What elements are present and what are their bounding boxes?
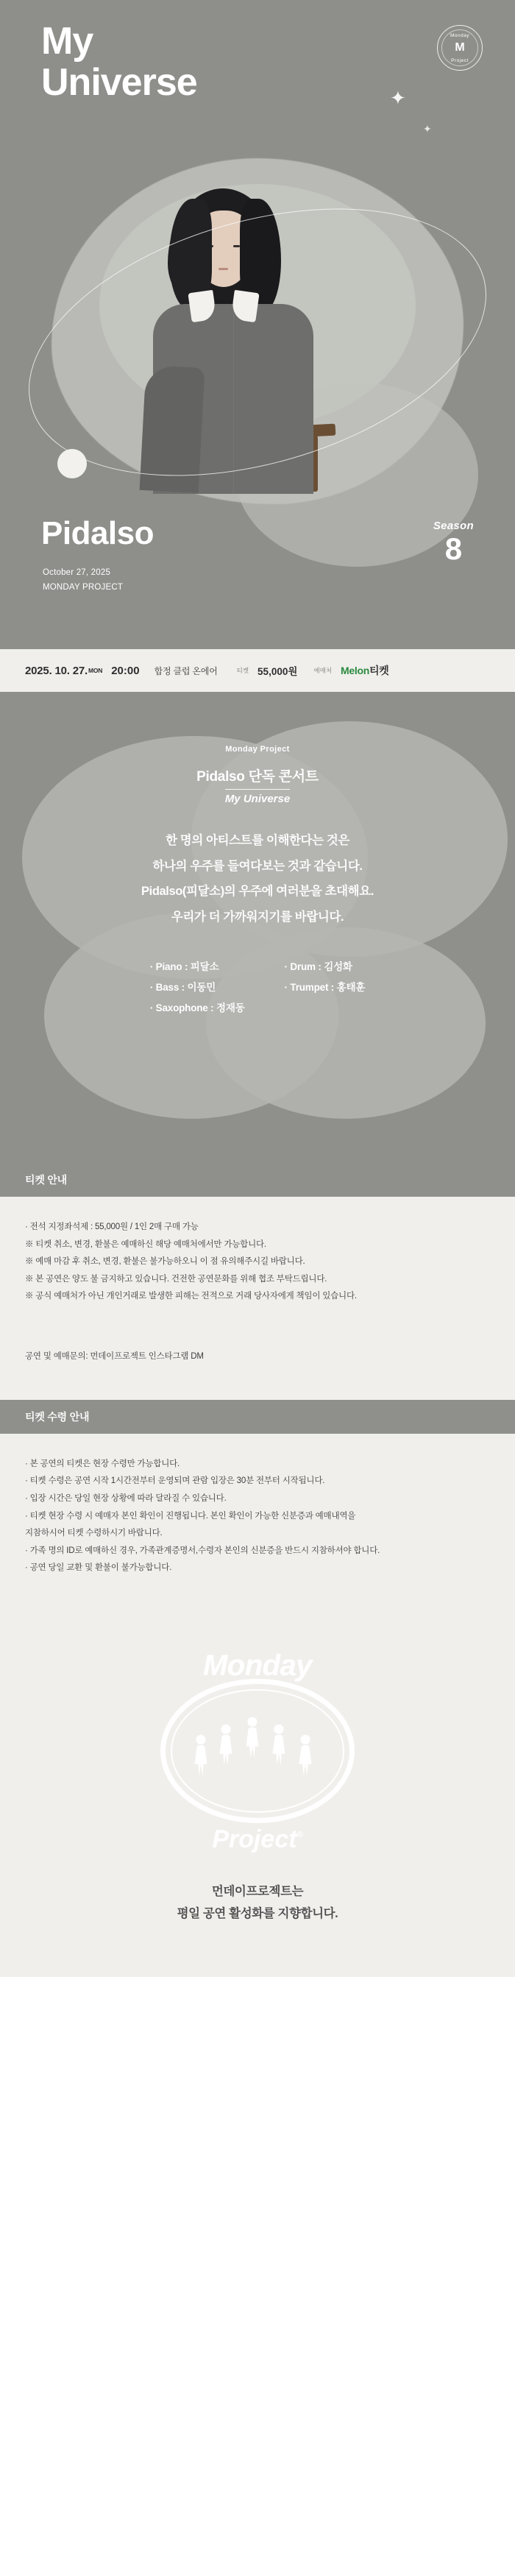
ticket-info-heading: 티켓 안내 — [0, 1163, 515, 1197]
ticket-info-line: ※ 본 공연은 양도 불 금지하고 있습니다. 건전한 공연문화를 위해 협조 부탁드립니다. — [25, 1274, 327, 1284]
person-head — [196, 1735, 206, 1744]
orbit-planet — [57, 449, 87, 478]
receive-info-line: 지참하시어 티켓 수령하시기 바랍니다. — [25, 1529, 163, 1538]
vendor-name-kr: 티켓 — [369, 665, 389, 676]
price-label: 티켓 — [236, 667, 249, 674]
season-label: Season — [433, 520, 474, 532]
person-body — [195, 1745, 207, 1776]
sparkle-icon: ✦ — [390, 87, 406, 109]
event-date-text: 2025. 10. 27. — [25, 664, 88, 677]
page-title — [41, 21, 197, 103]
footer-tagline-line2: 평일 공연 활성화를 지향합니다. — [177, 1907, 338, 1921]
event-date-weekday: MON — [88, 666, 103, 674]
stamp-monogram: M — [455, 41, 465, 54]
hero-section — [0, 0, 515, 692]
ticket-info-line: ※ 공식 예매처가 아닌 개인거래로 발생한 피해는 전적으로 거래 당사자에게 책임이 있습니다. — [25, 1292, 357, 1301]
person-head — [301, 1735, 310, 1744]
season-number: 8 — [444, 531, 463, 566]
lineup-item: · Bass : 이동민 — [149, 981, 216, 993]
receive-info-line: · 티켓 현장 수령 시 예매자 본인 확인이 진행됩니다. 본인 확인이 가능한 신분증과 예매내역을 — [25, 1511, 356, 1521]
monday-project-stamp-logo — [437, 25, 483, 71]
person-figure — [244, 1717, 260, 1758]
person-body — [220, 1735, 232, 1766]
hero-date-line2: MONDAY PROJECT — [43, 583, 124, 592]
lineup-item: · Piano : 피달소 — [149, 960, 219, 972]
page-title-line2: Universe — [41, 61, 197, 105]
contact-info: 공연 및 예매문의: 먼데이프로젝트 인스타그램 DM — [25, 1351, 204, 1361]
artist-illustration — [110, 183, 353, 492]
lineup-item: · Saxophone : 정재동 — [149, 1002, 245, 1014]
mouth — [219, 268, 228, 270]
person-figure — [271, 1724, 287, 1766]
artist-name: Pidalso — [41, 515, 154, 551]
concert-subtitle: My Universe — [225, 789, 290, 805]
ticket-info-line: ※ 티켓 취소, 변경, 환불은 예매하신 해당 예매처에서만 가능합니다. — [25, 1239, 266, 1249]
receive-info-line: · 본 공연의 티켓은 현장 수령만 가능합니다. — [25, 1459, 180, 1468]
person-figure — [193, 1735, 209, 1776]
person-head — [274, 1724, 284, 1734]
event-info-bar — [0, 649, 515, 692]
registered-mark-icon: ® — [296, 1830, 303, 1839]
vendor-name[interactable] — [341, 663, 388, 678]
person-head — [248, 1717, 258, 1727]
description-body — [0, 828, 515, 930]
person-head — [221, 1724, 231, 1734]
brand-name: Monday Project — [225, 745, 290, 754]
arm — [140, 365, 205, 493]
lineup-item: · Trumpet : 홍태훈 — [284, 981, 366, 993]
lineup-list — [0, 957, 515, 1019]
lineup-column-right — [285, 957, 366, 1019]
receive-info-body — [0, 1434, 515, 1582]
receive-info-line: · 가족 명의 ID로 예매하신 경우, 가족관계증명서,수령자 본인의 신분증을 반드시 지참하셔야 합니다. — [25, 1546, 380, 1555]
event-date — [25, 665, 102, 677]
description-content — [0, 692, 515, 1019]
monday-project-logo — [147, 1641, 368, 1861]
ticket-info-section — [0, 1163, 515, 1611]
description-line: 하나의 우주를 들여다보는 것과 같습니다. — [152, 859, 363, 873]
description-line: Pidalso(피달소)의 우주에 여러분을 초대해요. — [141, 885, 374, 899]
ticket-info-line: ※ 예매 마감 후 취소, 변경, 환불은 불가능하오니 이 점 유의해주시길 바랍니다. — [25, 1257, 305, 1267]
logo-bottom-label: Project — [212, 1825, 297, 1853]
footer-tagline — [0, 1880, 515, 1925]
artist-photo — [110, 183, 353, 492]
person-figure — [218, 1724, 234, 1766]
stamp-bottom-label: Project — [451, 58, 469, 63]
receive-info-line: · 공연 당일 교환 및 환불이 불가능합니다. — [25, 1563, 172, 1573]
hero-date-block — [43, 565, 123, 595]
person-body — [273, 1735, 285, 1766]
event-venue: 합정 클럽 온에어 — [154, 665, 218, 676]
hero-date-line1: October 27, 2025 — [43, 568, 111, 577]
ticket-info-line: · 전석 지정좌석제 : 55,000원 / 1인 2매 구매 가능 — [25, 1222, 199, 1231]
receive-info-line: · 입장 시간은 당일 현장 상황에 따라 달라질 수 있습니다. — [25, 1493, 227, 1503]
logo-bottom-text — [147, 1825, 368, 1854]
sparkle-icon-small: ✦ — [423, 123, 432, 135]
event-time: 20:00 — [111, 664, 140, 677]
concert-title: Pidalso 단독 콘서트 — [196, 769, 319, 785]
person-body — [246, 1727, 259, 1758]
receive-info-heading: 티켓 수령 안내 — [0, 1400, 515, 1434]
season-badge — [433, 520, 474, 565]
receive-info-line: · 티켓 수령은 공연 시작 1시간전부터 운영되며 관람 입장은 30분 전부터 시작됩니다. — [25, 1476, 325, 1486]
dancing-people-icon — [190, 1717, 325, 1785]
footer-tagline-line1: 먼데이프로젝트는 — [211, 1884, 304, 1898]
person-body — [299, 1745, 312, 1776]
price-value: 55,000원 — [258, 666, 298, 677]
eye-right — [233, 245, 240, 247]
footer-section — [0, 1611, 515, 1977]
description-line: 우리가 더 가까워지기를 바랍니다. — [171, 910, 344, 924]
person-figure — [297, 1735, 313, 1776]
logo-top-text: Monday — [202, 1649, 313, 1682]
lineup-column-left — [150, 957, 245, 1019]
ticket-info-body — [0, 1197, 515, 1310]
section-spacer — [0, 1362, 515, 1400]
stamp-top-label: Monday — [450, 33, 470, 38]
vendor-name-en: Melon — [341, 665, 369, 676]
description-section — [0, 692, 515, 1163]
lineup-item: · Drum : 김성화 — [284, 960, 352, 972]
description-line: 한 명의 아티스트를 이해한다는 것은 — [166, 834, 349, 847]
vendor-label: 예매처 — [313, 667, 333, 674]
page-title-line1: My — [41, 20, 93, 63]
